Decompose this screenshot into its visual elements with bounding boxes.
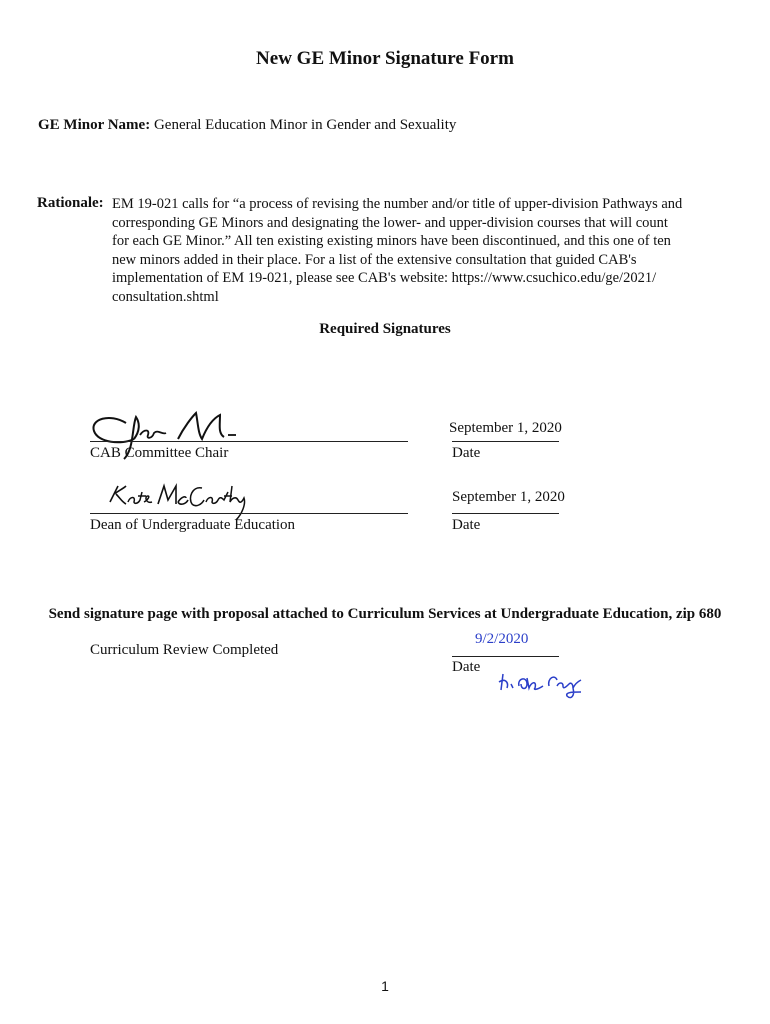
- page-number: 1: [381, 978, 389, 994]
- chair-role-label: CAB Committee Chair: [90, 445, 229, 461]
- rationale-line: new minors added in their place. For a list of the extensive consultation that guided CAB's: [112, 251, 637, 268]
- curriculum-review-date-label: Date: [452, 659, 481, 675]
- curriculum-review-date-line: [452, 656, 559, 657]
- rationale-text: [112, 195, 722, 306]
- rationale-line: for each GE Minor.” All ten existing existing minors have been discontinued, and this one of ten: [112, 233, 671, 249]
- send-notice: Send signature page with proposal attached to Curriculum Services at Undergraduate Education, zip 680: [48, 606, 722, 622]
- rationale-label: Rationale:: [37, 195, 104, 211]
- rationale-line: consultation.shtml: [112, 288, 219, 305]
- rationale-line: implementation of EM 19-021, please see CAB's website: https://www.csuchico.edu/ge/2021/: [112, 270, 657, 286]
- dean-role-label: Dean of Undergraduate Education: [90, 517, 296, 533]
- curriculum-review-initials-image: [497, 668, 589, 702]
- page-title: New GE Minor Signature Form: [256, 48, 514, 69]
- curriculum-review-label: Curriculum Review Completed: [90, 642, 279, 658]
- chair-signature-line: [90, 441, 408, 442]
- dean-date-value: September 1, 2020: [452, 489, 565, 505]
- dean-date-label: Date: [452, 517, 481, 533]
- chair-date-line: [452, 441, 559, 442]
- required-signatures-heading: Required Signatures: [319, 321, 451, 337]
- dean-date-line: [452, 513, 559, 514]
- ge-minor-value: General Education Minor in Gender and Sexuality: [153, 117, 457, 133]
- dean-signature-line: [90, 513, 408, 514]
- ge-minor-name: [38, 117, 456, 134]
- ge-minor-label: GE Minor Name:: [38, 117, 151, 133]
- chair-date-value: September 1, 2020: [449, 420, 562, 436]
- rationale-line: EM 19-021 calls for “a process of revising the number and/or title of upper-division Pathways and: [112, 196, 683, 212]
- curriculum-review-date-value: 9/2/2020: [475, 631, 529, 647]
- rationale-line: corresponding GE Minors and designating the lower- and upper-division courses that will count: [112, 214, 668, 231]
- chair-date-label: Date: [452, 445, 481, 461]
